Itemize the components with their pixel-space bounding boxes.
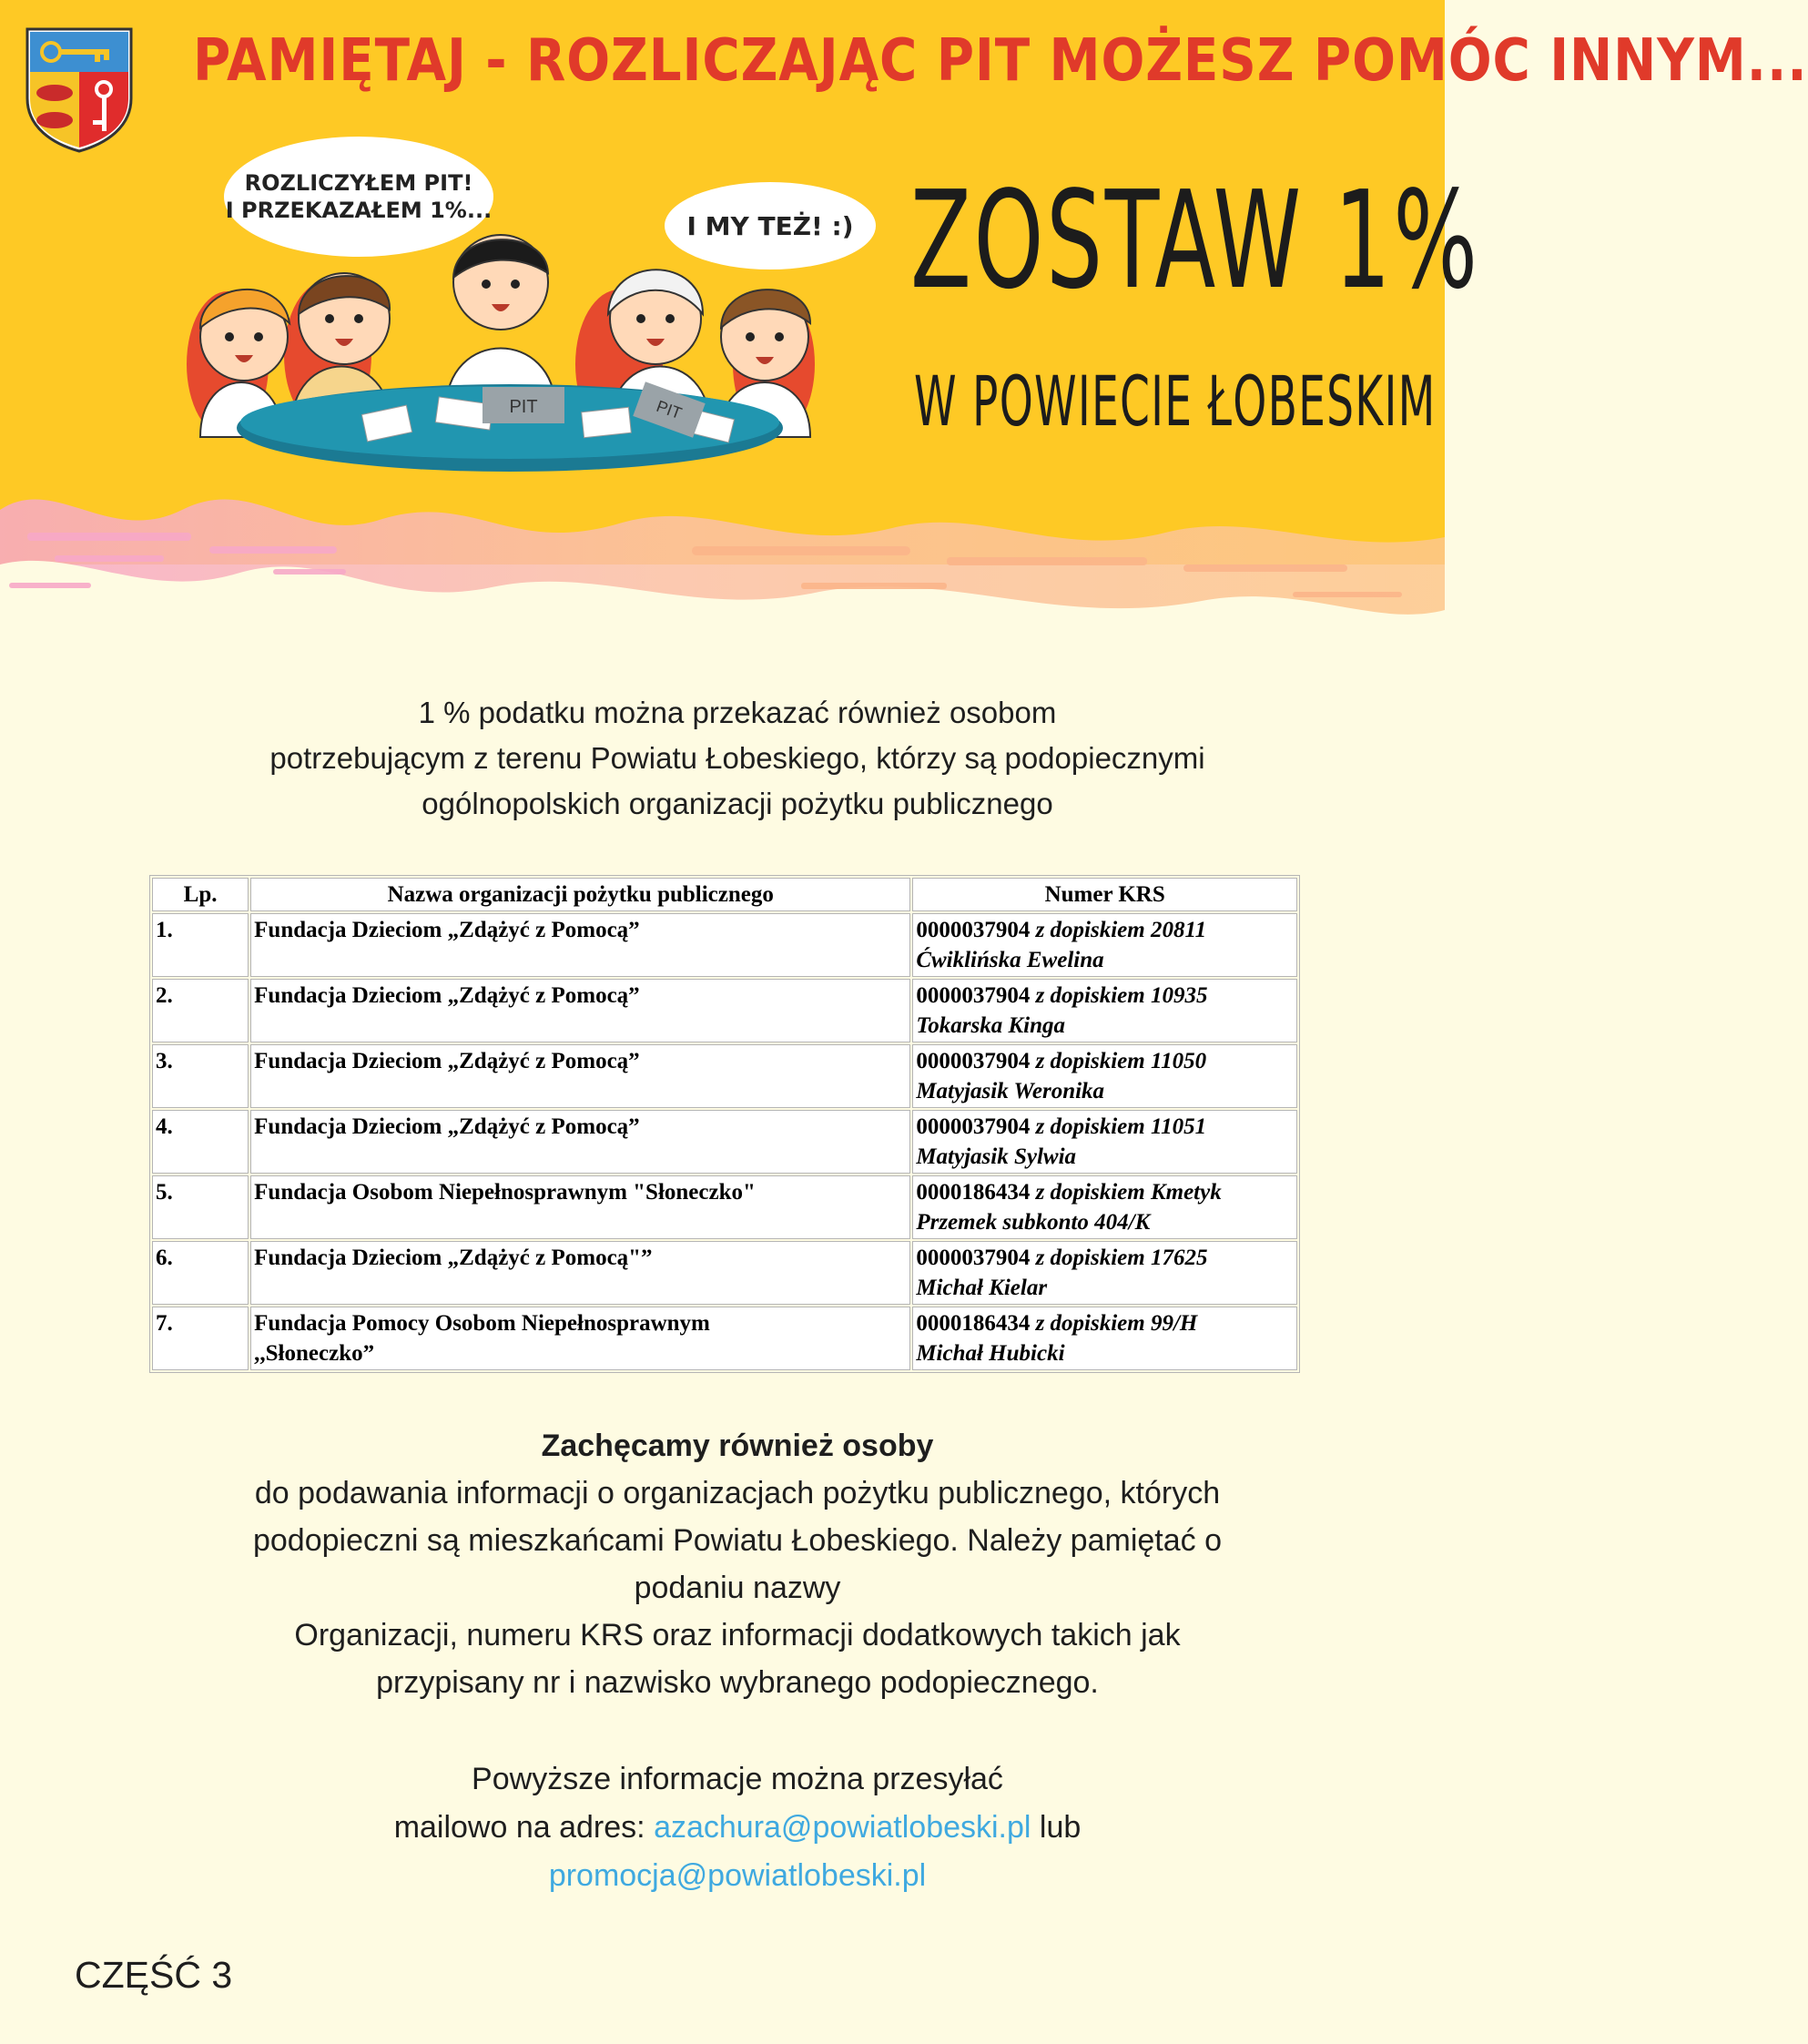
contact-line-1: Powyższe informacje można przesyłać [472, 1762, 1003, 1796]
encourage-title: Zachęcamy również osoby [541, 1429, 934, 1463]
cell-krs [912, 1110, 1297, 1174]
krs-number: 0000037904 [916, 1246, 1031, 1270]
krs-number: 0000037904 [916, 983, 1031, 1008]
intro-line-3: ogólnopolskich organizacji pożytku publicznego [422, 787, 1053, 820]
encourage-line-2: podopieczni są mieszkańcami Powiatu Łobeskiego. Należy pamiętać o [252, 1523, 1222, 1558]
cell-krs [912, 1175, 1297, 1239]
cell-name-line1: Fundacja Pomocy Osobom Niepełnosprawnym [254, 1311, 710, 1336]
table-row [152, 1241, 1297, 1305]
cell-krs [912, 979, 1297, 1042]
krs-note: z dopiskiem 99/H [1030, 1311, 1198, 1336]
table-row [152, 1175, 1297, 1239]
cell-lp: 6. [152, 1241, 249, 1305]
intro-line-2: potrzebującym z terenu Powiatu Łobeskiego, którzy są podopiecznymi [269, 741, 1205, 775]
krs-note: z dopiskiem 10935 [1030, 983, 1208, 1008]
krs-note: z dopiskiem 20811 [1030, 918, 1207, 942]
table-row [152, 1110, 1297, 1174]
header-banner [0, 0, 1808, 628]
krs-person: Michał Kielar [916, 1276, 1048, 1300]
krs-person: Matyjasik Sylwia [916, 1144, 1077, 1169]
header-krs: Numer KRS [912, 878, 1297, 911]
cell-name: Fundacja Dzieciom „Zdążyć z Pomocą” [250, 913, 910, 977]
cell-name: Fundacja Osobom Niepełnosprawnym "Słoneczko" [250, 1175, 910, 1239]
table-row [152, 979, 1297, 1042]
zostaw-headline: ZOSTAW 1% [910, 162, 1480, 319]
banner-headline: PAMIĘTAJ - ROZLICZAJĄC PIT MOŻESZ POMÓC INNYM... [193, 27, 1808, 95]
cell-lp: 4. [152, 1110, 249, 1174]
header-name: Nazwa organizacji pożytku publicznego [250, 878, 910, 911]
krs-number: 0000186434 [916, 1180, 1031, 1205]
table-row [152, 913, 1297, 977]
organizations-table [149, 875, 1300, 1373]
krs-number: 0000037904 [916, 1114, 1031, 1139]
contact-prefix: mailowo na adres: [393, 1810, 655, 1845]
cell-lp: 3. [152, 1044, 249, 1108]
email-link-promocja[interactable]: promocja@powiatlobeski.pl [548, 1858, 927, 1893]
encourage-line-1: do podawania informacji o organizacjach pożytku publicznego, których [254, 1476, 1221, 1510]
krs-note: z dopiskiem 11050 [1030, 1049, 1207, 1073]
intro-line-1: 1 % podatku można przekazać również osobom [418, 696, 1057, 729]
cell-lp: 1. [152, 913, 249, 977]
bubble-left-line2: I PRZEKAZAŁEM 1%... [225, 198, 493, 223]
contact-joiner: lub [1031, 1810, 1082, 1845]
krs-note: z dopiskiem Kmetyk [1030, 1180, 1222, 1205]
encourage-line-5: przypisany nr i nazwisko wybranego podopiecznego. [376, 1665, 1099, 1700]
encourage-text [137, 1422, 1338, 1706]
cell-name: Fundacja Dzieciom „Zdążyć z Pomocą” [250, 979, 910, 1042]
bubble-left-line1: ROZLICZYŁEM PIT! [244, 170, 473, 196]
krs-note: z dopiskiem 17625 [1030, 1246, 1208, 1270]
table-header-row [152, 878, 1297, 911]
krs-number: 0000037904 [916, 918, 1031, 942]
contact-line-2 [137, 1804, 1338, 1852]
cell-name-line2: ,,Słoneczko” [254, 1341, 375, 1366]
krs-note: z dopiskiem 11051 [1030, 1114, 1207, 1139]
krs-person: Tokarska Kinga [916, 1013, 1066, 1038]
intro-text [137, 690, 1338, 827]
header-lp: Lp. [152, 878, 249, 911]
krs-person: Ćwiklińska Ewelina [916, 948, 1104, 972]
cell-name: Fundacja Dzieciom „Zdążyć z Pomocą” [250, 1110, 910, 1174]
krs-number: 0000186434 [916, 1311, 1031, 1336]
cell-name: Fundacja Dzieciom „Zdążyć z Pomocą"” [250, 1241, 910, 1305]
cell-krs [912, 913, 1297, 977]
cell-lp: 7. [152, 1307, 249, 1370]
powiat-subheadline: W POWIECIE ŁOBESKIM [914, 361, 1437, 442]
cell-krs [912, 1044, 1297, 1108]
cell-name [250, 1307, 910, 1370]
county-crest-icon [24, 25, 135, 153]
table-row [152, 1044, 1297, 1108]
cell-krs [912, 1307, 1297, 1370]
contact-info [137, 1755, 1338, 1900]
krs-number: 0000037904 [916, 1049, 1031, 1073]
cell-lp: 2. [152, 979, 249, 1042]
part-label: CZĘŚĆ 3 [75, 1954, 233, 1996]
pit-label-1: PIT [509, 397, 538, 417]
email-link-azachura[interactable]: azachura@powiatlobeski.pl [654, 1810, 1031, 1845]
cell-krs [912, 1241, 1297, 1305]
cell-name: Fundacja Dzieciom „Zdążyć z Pomocą” [250, 1044, 910, 1108]
cell-lp: 5. [152, 1175, 249, 1239]
encourage-line-3: podaniu nazwy [634, 1571, 841, 1605]
krs-person: Przemek subkonto 404/K [916, 1210, 1151, 1235]
encourage-line-4: Organizacji, numeru KRS oraz informacji dodatkowych takich jak [294, 1618, 1181, 1652]
table-row [152, 1307, 1297, 1370]
pit-label-2: PIT [654, 396, 685, 423]
bubble-right-text: I MY TEŻ! :) [686, 210, 854, 241]
krs-person: Matyjasik Weronika [916, 1079, 1105, 1103]
people-at-table-illustration [182, 228, 874, 501]
krs-person: Michał Hubicki [916, 1341, 1065, 1366]
